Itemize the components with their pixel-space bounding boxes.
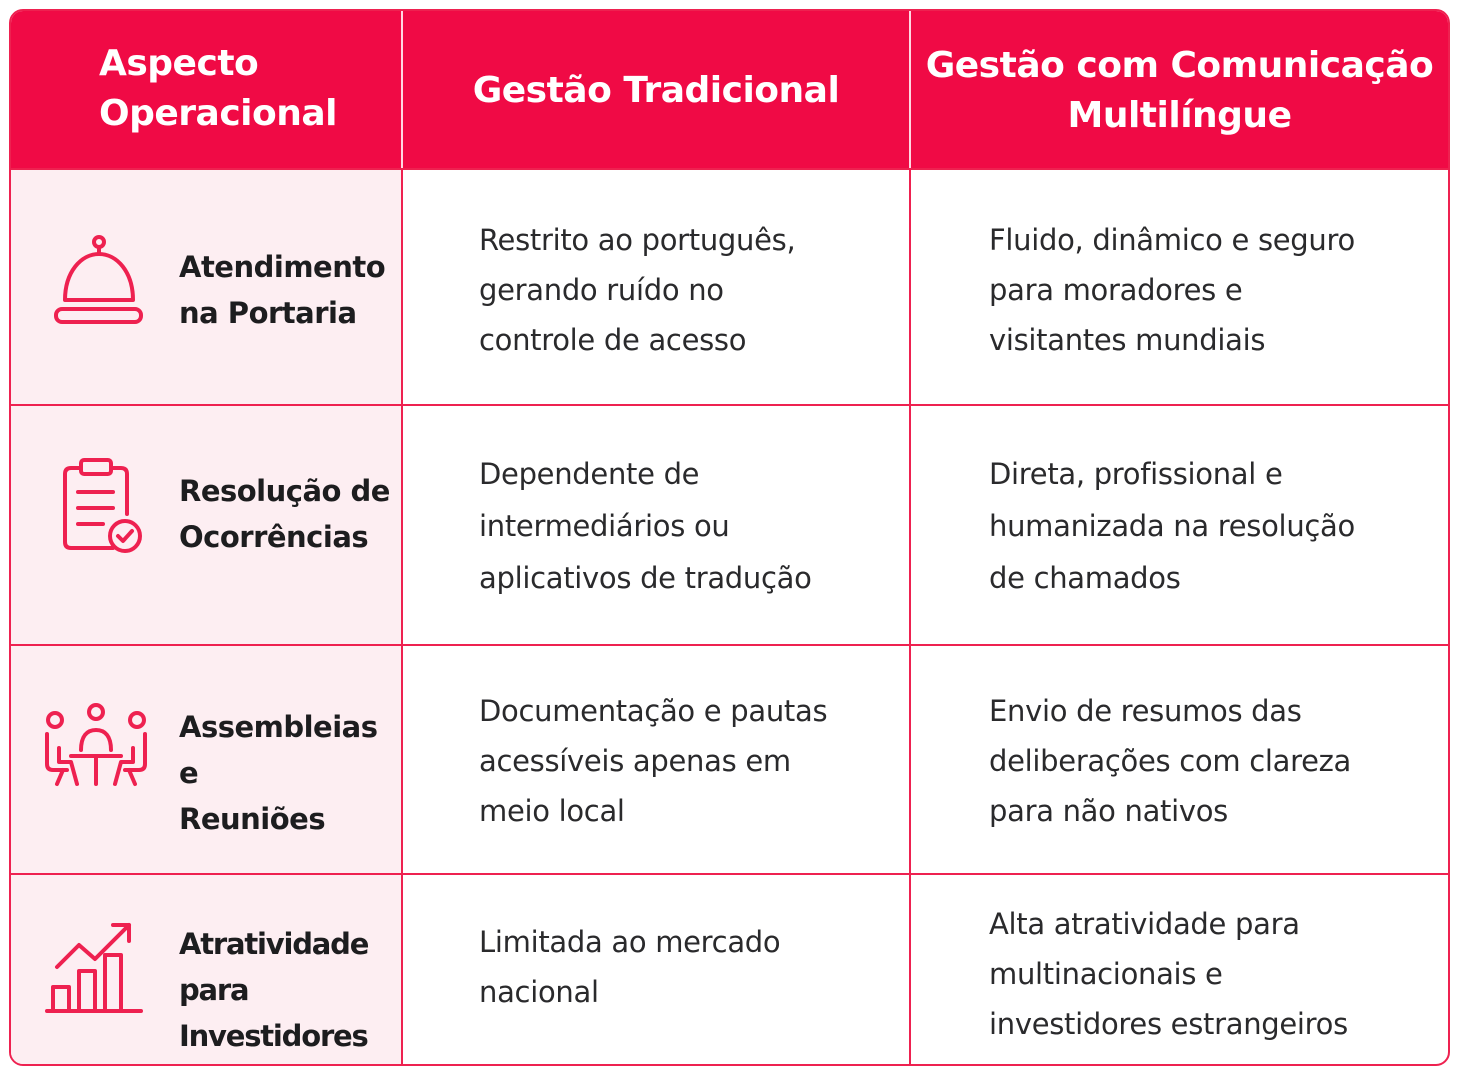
header-aspect <box>11 11 403 168</box>
traditional-cell <box>403 170 911 404</box>
aspect-cell <box>11 406 403 644</box>
traditional-cell <box>403 406 911 644</box>
traditional-cell <box>403 875 911 1066</box>
service-bell-icon <box>43 234 143 334</box>
traditional-line-2: acessíveis apenas em <box>479 744 791 778</box>
header-multilingual-line-2: Multilíngue <box>1067 95 1292 136</box>
aspect-label-line-2: na Portaria <box>179 296 357 330</box>
traditional-line-2: intermediários ou <box>479 509 730 543</box>
aspect-label-line-1: Resolução de <box>179 474 390 508</box>
traditional-line-3: meio local <box>479 794 625 828</box>
traditional-line-3: aplicativos de tradução <box>479 561 812 595</box>
traditional-cell <box>403 646 911 873</box>
multilingual-line-1: Envio de resumos das <box>989 694 1302 728</box>
aspect-cell <box>11 875 403 1066</box>
multilingual-cell <box>911 646 1448 873</box>
traditional-line-1: Dependente de <box>479 457 700 491</box>
traditional-line-1: Documentação e pautas <box>479 694 828 728</box>
traditional-line-2: gerando ruído no <box>479 273 724 307</box>
comparison-table <box>9 9 1450 1066</box>
table-row <box>11 168 1448 404</box>
multilingual-line-2: deliberações com clareza <box>989 744 1352 778</box>
aspect-label-line-2: Reuniões <box>179 802 326 836</box>
aspect-label-line-1: Atratividade para <box>179 927 369 1007</box>
header-multilingual <box>911 11 1448 168</box>
aspect-cell <box>11 646 403 873</box>
traditional-line-1: Limitada ao mercado <box>479 925 781 959</box>
multilingual-line-3: investidores estrangeiros <box>989 1007 1348 1041</box>
aspect-label-line-2: Ocorrências <box>179 520 369 554</box>
header-multilingual-line-1: Gestão com Comunicação <box>925 45 1434 86</box>
traditional-line-1: Restrito ao português, <box>479 223 796 257</box>
multilingual-line-1: Fluido, dinâmico e seguro <box>989 223 1355 257</box>
aspect-label-line-1: Assembleias e <box>179 710 378 790</box>
header-aspect-line-1: Aspecto <box>99 43 259 84</box>
meeting-people-icon <box>41 700 151 800</box>
table-row <box>11 404 1448 644</box>
multilingual-line-3: de chamados <box>989 561 1181 595</box>
growth-chart-icon <box>43 915 143 1015</box>
multilingual-line-1: Direta, profissional e <box>989 457 1283 491</box>
multilingual-cell <box>911 875 1448 1066</box>
multilingual-line-2: humanizada na resolução <box>989 509 1355 543</box>
multilingual-line-3: para não nativos <box>989 794 1228 828</box>
header-aspect-line-2: Operacional <box>99 93 338 134</box>
table-header <box>11 11 1448 168</box>
multilingual-line-2: para moradores e <box>989 273 1243 307</box>
header-traditional-label: Gestão Tradicional <box>472 70 840 111</box>
multilingual-line-3: visitantes mundiais <box>989 323 1266 357</box>
aspect-label-line-1: Atendimento <box>179 250 386 284</box>
multilingual-cell <box>911 406 1448 644</box>
multilingual-line-1: Alta atratividade para <box>989 907 1300 941</box>
clipboard-check-icon <box>43 454 143 554</box>
table-row <box>11 644 1448 873</box>
multilingual-line-2: multinacionais e <box>989 957 1223 991</box>
table-row <box>11 873 1448 1066</box>
traditional-line-2: nacional <box>479 975 599 1009</box>
aspect-cell <box>11 170 403 404</box>
traditional-line-3: controle de acesso <box>479 323 747 357</box>
multilingual-cell <box>911 170 1448 404</box>
aspect-label-line-2: Investidores <box>179 1019 368 1053</box>
header-traditional <box>403 11 911 168</box>
